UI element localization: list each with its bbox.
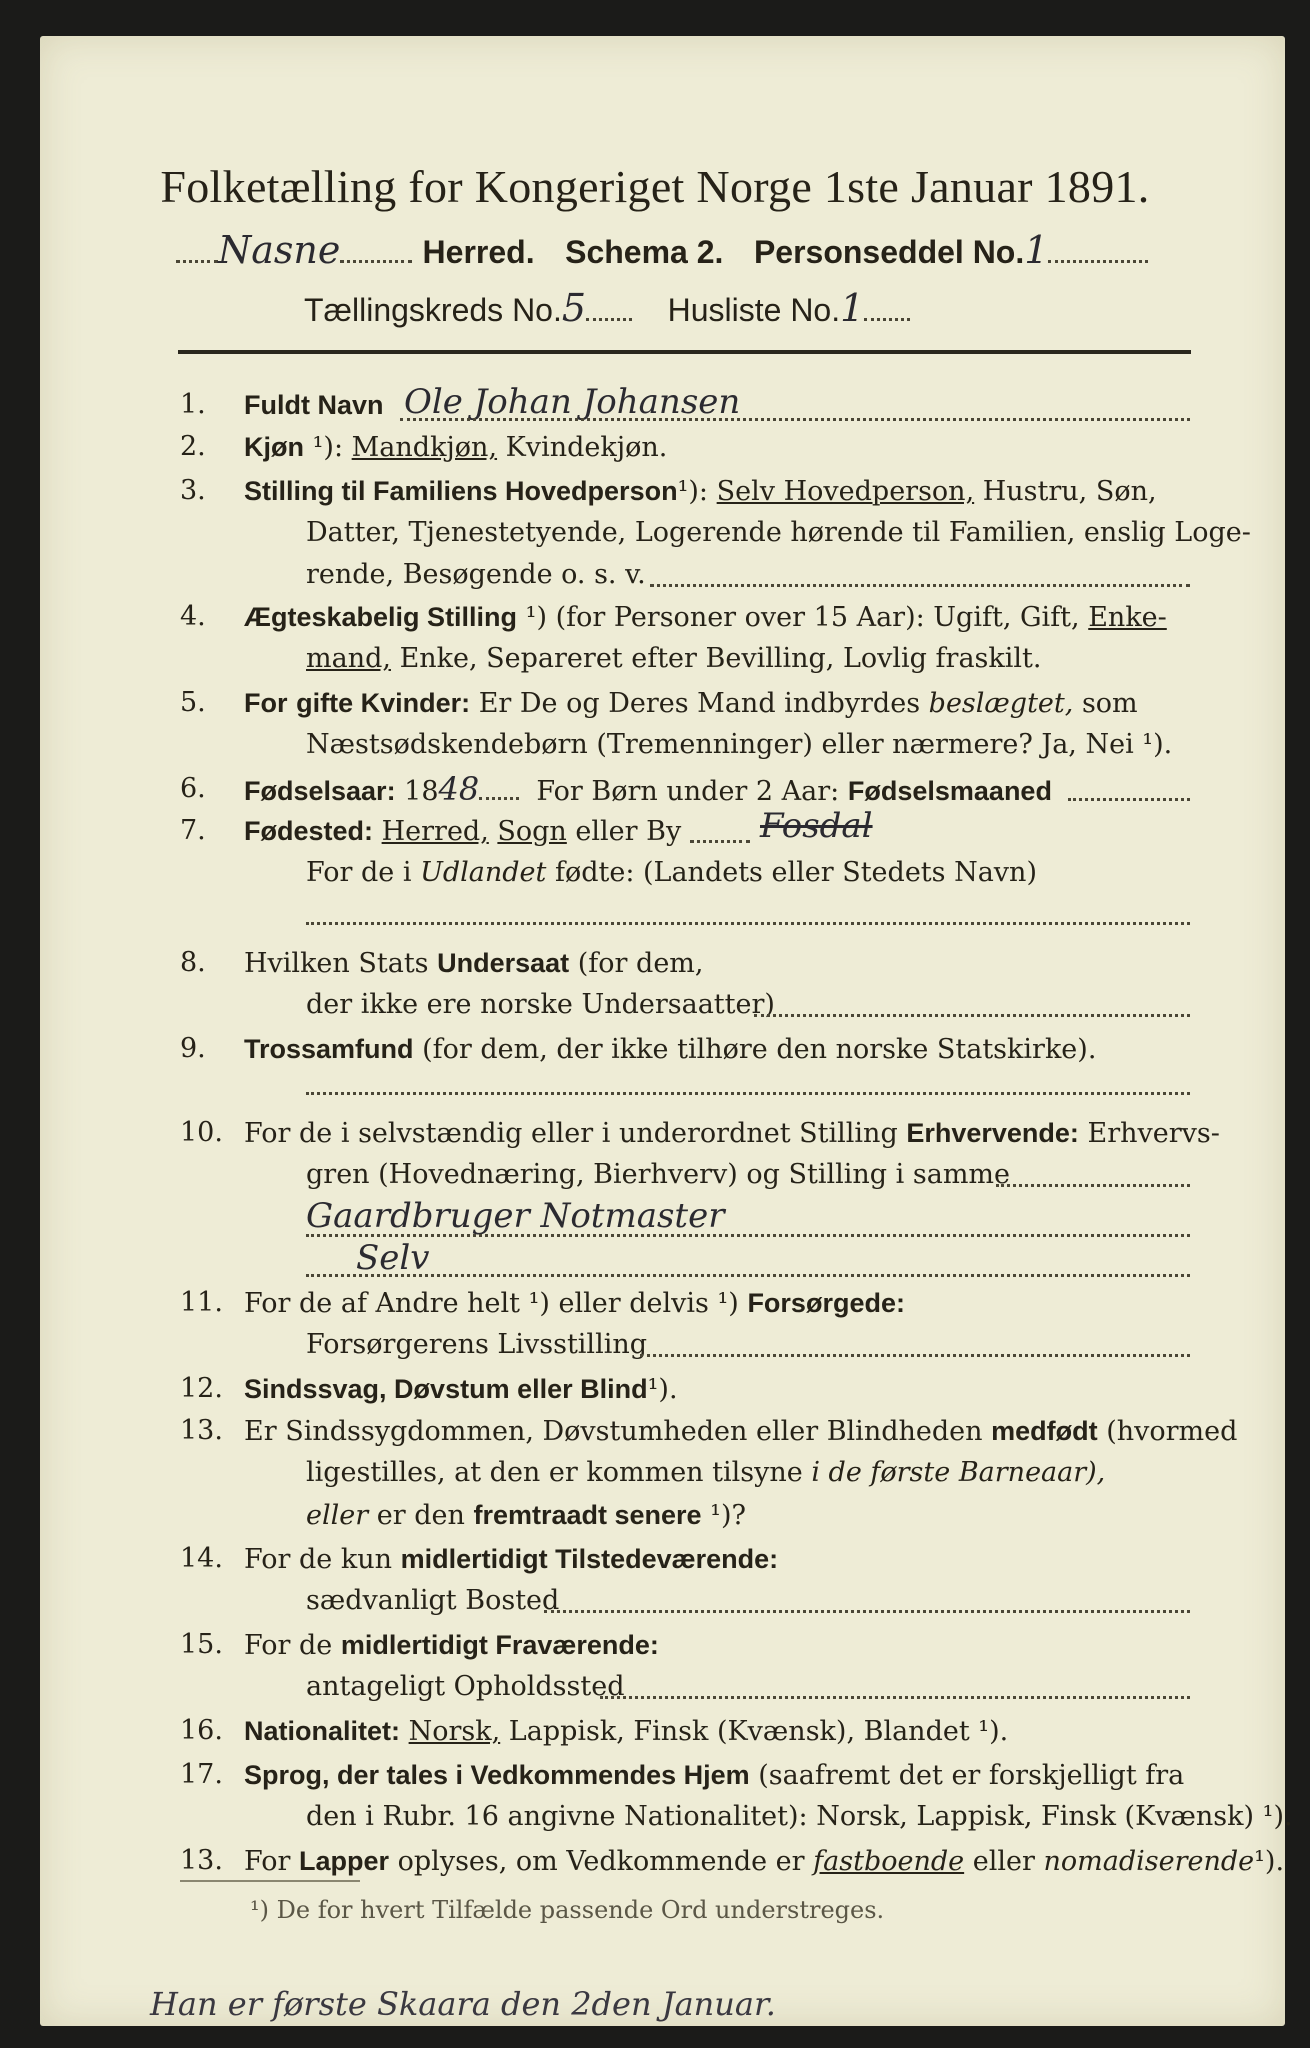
item-number: 12. [180, 1373, 223, 1404]
item-8-fill [754, 1012, 1190, 1017]
item-3-fill [650, 582, 1190, 587]
item-text: ligestilles, at den er kommen tilsyne [306, 1457, 803, 1488]
birthplace-fill [690, 838, 750, 843]
item-text: er den [376, 1500, 465, 1531]
item-label: medfødt [991, 1416, 1098, 1446]
item-number: 6. [180, 773, 206, 804]
item-text: den i Rubr. 16 angivne Nationalitet): Norsk, Lappisk, Finsk (Kvænsk) ¹). [306, 1801, 1293, 1832]
item-label: Trossamfund [244, 1034, 414, 1064]
item-text-italic: beslægtet, [928, 688, 1074, 719]
item-number: 15. [180, 1629, 223, 1660]
item-text: oplyses, om Vedkommende er [397, 1846, 805, 1877]
item-options: Lappisk, Finsk (Kvænsk), Blandet ¹). [508, 1716, 1009, 1747]
item-number: 2. [180, 431, 206, 462]
option-selv-hovedperson: Selv Hovedperson, [716, 476, 975, 507]
item-text: Erhvervs- [1087, 1118, 1220, 1149]
item-label: midlertidigt Tilstedeværende: [400, 1544, 779, 1574]
item-label: Fødselsaar: [244, 776, 396, 806]
footnote-mark: ¹)? [710, 1500, 746, 1531]
item-number: 8. [180, 947, 206, 978]
kreds-value: 5 [561, 286, 587, 330]
item-text: Næstsødskendebørn (Tremenninger) eller nærmere? Ja, Nei ¹). [306, 729, 1173, 760]
item-9-fill [306, 1090, 1190, 1095]
footnote-mark: ¹). [1254, 1846, 1285, 1877]
herred-label: Herred. [422, 234, 535, 270]
option-nomadiserende: nomadiserende [1043, 1846, 1255, 1877]
item-number: 13. [180, 1415, 223, 1446]
footnote-mark: ¹): [312, 432, 344, 463]
item-text: Enke, Separeret efter Bevilling, Lovlig fraskilt. [399, 643, 1042, 674]
item-label: Forsørgede: [747, 1288, 905, 1318]
item-text: For Børn under 2 Aar: [536, 776, 840, 807]
item-number: 17. [180, 1759, 223, 1790]
footnote: ¹) De for hvert Tilfælde passende Ord understreges. [250, 1896, 885, 1924]
item-number: 7. [180, 815, 206, 846]
item-text: For de i [306, 857, 412, 888]
item-text-italic: i de første Barneaar), [811, 1457, 1106, 1488]
item-text: rende, Besøgende o. s. v. [306, 559, 646, 590]
item-text: Forsørgerens Livsstilling [306, 1329, 648, 1360]
foreign-birthplace-fill [306, 920, 1190, 925]
option-sogn: Sogn [497, 816, 567, 847]
item-number: 1. [180, 389, 206, 420]
footnote-mark: ¹): [677, 476, 709, 507]
husliste-label: Husliste No. [667, 292, 841, 328]
item-text: eller By [575, 816, 682, 847]
footnote-mark: ¹) [525, 602, 547, 633]
item-pre: For de [244, 1630, 333, 1661]
item-pre: For de i selvstændig eller i underordnet Stilling [244, 1118, 898, 1149]
item-label-2: Fødselsmaaned [847, 776, 1052, 806]
item-label: gifte Kvinder: [296, 688, 471, 718]
item-text: (for dem, [577, 948, 704, 979]
birth-year-answer: 48 [438, 770, 480, 808]
item-label: Fødested: [244, 816, 374, 846]
item-11-fill [640, 1352, 1190, 1357]
item-pre: Hvilken Stats [244, 948, 429, 979]
item-label: Sprog, der tales i Vedkommendes Hjem [244, 1760, 750, 1790]
item-14-fill [544, 1608, 1190, 1613]
item-text: som [1081, 688, 1138, 719]
item-label: Erhvervende: [906, 1118, 1079, 1148]
occupation-line [306, 1232, 1190, 1237]
schema-label: Schema 2. [565, 234, 724, 270]
item-number: 14. [180, 1543, 223, 1574]
item-label: midlertidigt Fraværende: [340, 1630, 659, 1660]
item-pre: For de kun [244, 1544, 392, 1575]
item-text: fødte: (Landets eller Stedets Navn) [554, 857, 1037, 888]
option-herred: Herred, [381, 816, 489, 847]
personseddel-value: 1 [1024, 228, 1049, 272]
item-text: antageligt Opholdssted [306, 1671, 625, 1702]
item-text: der ikke ere norske Undersaatter) [306, 989, 775, 1020]
option-mandkjon: Mandkjøn, [351, 432, 498, 463]
personseddel-label: Personseddel No. [753, 234, 1025, 270]
husliste-value: 1 [840, 286, 865, 330]
item-number: 3. [180, 475, 206, 506]
option-kvindekjon: Kvindekjøn. [505, 432, 668, 463]
item-text: sædvanligt Bosted [306, 1585, 560, 1616]
item-label: Stilling til Familiens Hovedperson [244, 476, 678, 506]
item-text: (hvormed [1106, 1416, 1238, 1447]
item-text-italic: Udlandet [420, 857, 547, 888]
kreds-label: Tællingskreds No. [304, 292, 562, 328]
item-text: Er De og Deres Mand indbyrdes [478, 688, 921, 719]
item-pre: Er Sindssygdommen, Døvstumheden eller Blindheden [244, 1416, 983, 1447]
item-label: Ægteskabelig Stilling [244, 602, 518, 632]
item-pre: For [244, 688, 288, 718]
item-15-fill [600, 1694, 1190, 1699]
item-text: (for dem, der ikke tilhøre den norske Statskirke). [422, 1034, 1097, 1065]
item-label: Nationalitet: [244, 1716, 401, 1746]
footnote-rule [180, 1880, 360, 1882]
item-number: 9. [180, 1033, 206, 1064]
item-text: Datter, Tjenestetyende, Logerende hørende til Familien, enslig Loge- [306, 517, 1251, 548]
birthplace-answer: Fosdal [760, 806, 873, 846]
item-options: Hustru, Søn, [982, 476, 1157, 507]
footnote-mark: ¹). [647, 1374, 678, 1405]
year-prefix: 18 [404, 776, 439, 807]
item-pre: For de af Andre helt ¹) eller delvis ¹) [244, 1288, 739, 1319]
item-10-fill [996, 1182, 1190, 1187]
option-norsk: Norsk, [408, 1716, 501, 1747]
option-fastboende: fastboende [813, 1846, 965, 1877]
occupation-status-answer: Selv [356, 1238, 430, 1278]
option-enkemand: Enke- [1088, 602, 1167, 633]
item-number: 5. [180, 687, 206, 718]
item-number: 4. [180, 601, 206, 632]
form-title: Folketælling for Kongeriget Norge 1ste Januar 1891. [160, 161, 1150, 212]
item-label: Sindssvag, Døvstum eller Blind [244, 1374, 648, 1404]
item-text: gren (Hovednæring, Bierhverv) og Stilling i samme [306, 1159, 1011, 1190]
full-name-line [400, 416, 1190, 421]
item-label: Kjøn [244, 432, 304, 462]
item-label: Fuldt Navn [244, 390, 384, 420]
item-text-italic: eller [306, 1500, 369, 1531]
item-text: (saafremt det er forskjelligt fra [758, 1760, 1185, 1791]
option-enkemand-cont: mand, [306, 643, 391, 674]
item-text: eller [972, 1846, 1035, 1877]
full-name-answer: Ole Johan Johansen [404, 382, 741, 422]
occupation-answer: Gaardbruger Notmaster [306, 1196, 725, 1236]
header-herred-line [176, 228, 1148, 272]
bottom-handwritten-note: Han er første Skaara den 2den Januar. [150, 1985, 776, 2023]
occupation-status-line [306, 1272, 1190, 1277]
item-number: 10. [180, 1117, 223, 1148]
header-kreds-line [304, 286, 910, 330]
item-label-2: fremtraadt senere [473, 1500, 702, 1530]
item-number: 13. [180, 1845, 223, 1876]
item-label: Undersaat [437, 948, 570, 978]
herred-value: Nasne [218, 228, 341, 272]
item-number: 11. [180, 1287, 223, 1318]
item-text: (for Personer over 15 Aar): Ugift, Gift, [555, 602, 1080, 633]
birth-month-fill [1068, 796, 1190, 801]
header-rule [178, 350, 1191, 354]
item-number: 16. [180, 1715, 223, 1746]
item-label: Lapper [299, 1846, 390, 1876]
item-pre: For [244, 1846, 291, 1877]
